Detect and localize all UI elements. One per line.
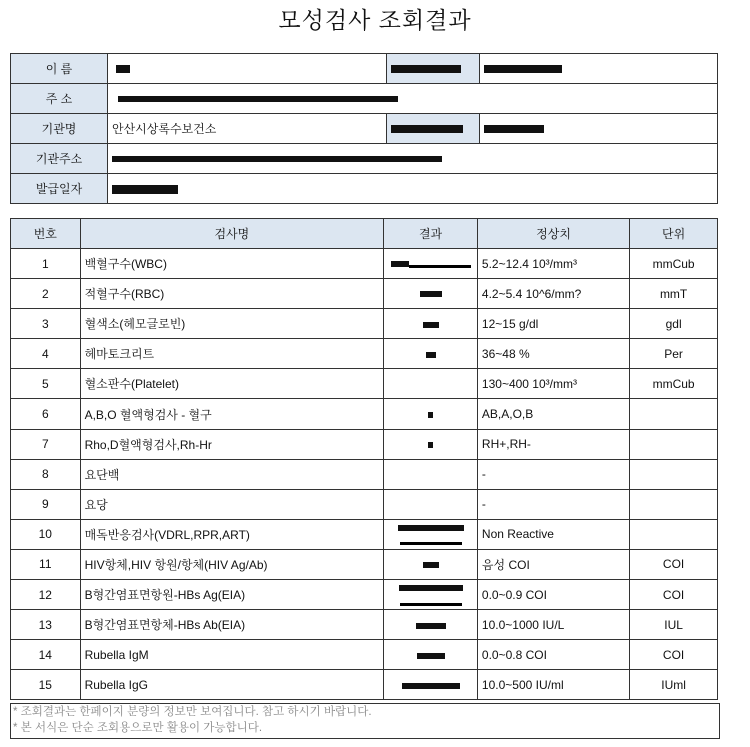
table-row: [11, 249, 718, 279]
row-number: 11: [11, 549, 81, 579]
table-row: [11, 580, 718, 610]
footer-note-2: * 본 서식은 단순 조회용으로만 활용이 가능합니다.: [13, 722, 263, 734]
info-row-name: [11, 54, 718, 84]
header-result: 결과: [384, 219, 478, 249]
test-result: [384, 580, 478, 610]
row-number: 13: [11, 610, 81, 640]
test-header-row: [11, 219, 718, 249]
test-name: 매독반응검사(VDRL,RPR,ART): [80, 519, 384, 549]
test-name: 요당: [80, 489, 384, 519]
normal-range: 0.0~0.9 COI: [477, 580, 629, 610]
unit: [630, 489, 718, 519]
org-address-label: 기관주소: [11, 144, 108, 174]
unit: Per: [630, 339, 718, 369]
redacted-name: [116, 65, 130, 73]
unit: mmCub: [630, 369, 718, 399]
normal-range: 4.2~5.4 10^6/mm?: [477, 279, 629, 309]
test-name: 요단백: [80, 459, 384, 489]
unit: [630, 399, 718, 429]
org-extra-label: [387, 114, 480, 144]
row-number: 12: [11, 580, 81, 610]
row-number: 3: [11, 309, 81, 339]
issue-date-value: [108, 174, 718, 204]
redacted-result: [423, 322, 439, 328]
row-number: 8: [11, 459, 81, 489]
table-row: [11, 399, 718, 429]
info-row-issue-date: [11, 174, 718, 204]
test-name: HIV항체,HIV 항원/항체(HIV Ag/Ab): [80, 549, 384, 579]
unit: IUml: [630, 670, 718, 700]
test-result: [384, 549, 478, 579]
redacted-result: [417, 653, 445, 659]
row-number: 15: [11, 670, 81, 700]
test-results-table: [10, 218, 718, 700]
redacted-result: [423, 562, 439, 568]
test-name: B형간염표면항원-HBs Ag(EIA): [80, 580, 384, 610]
normal-range: 130~400 10³/mm³: [477, 369, 629, 399]
unit: [630, 459, 718, 489]
unit: mmCub: [630, 249, 718, 279]
redacted-label: [391, 65, 461, 73]
header-test-name: 검사명: [80, 219, 384, 249]
test-name: B형간염표면항체-HBs Ab(EIA): [80, 610, 384, 640]
info-row-org: [11, 114, 718, 144]
normal-range: -: [477, 459, 629, 489]
redacted-date: [112, 185, 178, 194]
address-value: [108, 84, 718, 114]
redacted-result: [428, 442, 433, 448]
table-row: [11, 279, 718, 309]
row-number: 1: [11, 249, 81, 279]
test-name: 혈색소(헤모글로빈): [80, 309, 384, 339]
name-value: [108, 54, 387, 84]
normal-range: 음성 COI: [477, 549, 629, 579]
normal-range: 5.2~12.4 10³/mm³: [477, 249, 629, 279]
org-address-value: [108, 144, 718, 174]
test-name: Rubella IgM: [80, 640, 384, 670]
redacted-phone: [484, 125, 544, 133]
test-result: [384, 339, 478, 369]
info-row-address: [11, 84, 718, 114]
row-number: 6: [11, 399, 81, 429]
table-row: [11, 519, 718, 549]
test-result: [384, 670, 478, 700]
redacted-result: [416, 623, 446, 629]
table-row: [11, 309, 718, 339]
table-row: [11, 339, 718, 369]
redacted-address: [118, 96, 398, 102]
test-name: Rubella IgG: [80, 670, 384, 700]
test-result: [384, 369, 478, 399]
unit: [630, 429, 718, 459]
result-underline: [400, 603, 462, 606]
test-result: [384, 640, 478, 670]
name-extra-value: [480, 54, 718, 84]
footer-notes: [10, 703, 720, 739]
address-label: 주 소: [11, 84, 108, 114]
test-name: 헤마토크리트: [80, 339, 384, 369]
normal-range: RH+,RH-: [477, 429, 629, 459]
result-underline: [400, 542, 462, 545]
normal-range: 10.0~500 IU/ml: [477, 670, 629, 700]
test-result: [384, 249, 478, 279]
org-label: 기관명: [11, 114, 108, 144]
redacted-value: [484, 65, 562, 73]
row-number: 5: [11, 369, 81, 399]
header-number: 번호: [11, 219, 81, 249]
test-body: [11, 249, 718, 700]
normal-range: 36~48 %: [477, 339, 629, 369]
redacted-result: [391, 261, 409, 267]
row-number: 9: [11, 489, 81, 519]
row-number: 4: [11, 339, 81, 369]
redacted-org-address: [112, 156, 442, 162]
test-result: [384, 399, 478, 429]
test-result: [384, 519, 478, 549]
unit: IUL: [630, 610, 718, 640]
redacted-result: [402, 683, 460, 689]
footer-note-1: * 조회결과는 한페이지 분량의 정보만 보여집니다. 참고 하시기 바랍니다.: [13, 706, 372, 718]
test-name: 혈소판수(Platelet): [80, 369, 384, 399]
table-row: [11, 640, 718, 670]
org-extra-value: [480, 114, 718, 144]
table-row: [11, 610, 718, 640]
test-name: 백혈구수(WBC): [80, 249, 384, 279]
redacted-result: [420, 291, 442, 297]
test-result: [384, 429, 478, 459]
normal-range: 12~15 g/dl: [477, 309, 629, 339]
redacted-result: [426, 352, 436, 358]
unit: COI: [630, 580, 718, 610]
unit: gdl: [630, 309, 718, 339]
info-row-org-address: [11, 144, 718, 174]
test-name: A,B,O 혈액형검사 - 혈구: [80, 399, 384, 429]
result-underline: [409, 265, 471, 268]
test-name: 적혈구수(RBC): [80, 279, 384, 309]
redacted-result: [398, 525, 464, 531]
normal-range: AB,A,O,B: [477, 399, 629, 429]
table-row: [11, 670, 718, 700]
issue-date-label: 발급일자: [11, 174, 108, 204]
normal-range: Non Reactive: [477, 519, 629, 549]
test-name: Rho,D혈액형검사,Rh-Hr: [80, 429, 384, 459]
test-result: [384, 309, 478, 339]
table-row: [11, 489, 718, 519]
redacted-result: [399, 585, 463, 591]
unit: COI: [630, 640, 718, 670]
test-result: [384, 489, 478, 519]
row-number: 14: [11, 640, 81, 670]
row-number: 7: [11, 429, 81, 459]
table-row: [11, 459, 718, 489]
table-row: [11, 369, 718, 399]
redacted-result: [428, 412, 433, 418]
header-normal-range: 정상치: [477, 219, 629, 249]
normal-range: 10.0~1000 IU/L: [477, 610, 629, 640]
normal-range: 0.0~0.8 COI: [477, 640, 629, 670]
test-result: [384, 279, 478, 309]
unit: COI: [630, 549, 718, 579]
unit: [630, 519, 718, 549]
name-extra-label: [387, 54, 480, 84]
table-row: [11, 549, 718, 579]
table-row: [11, 429, 718, 459]
normal-range: -: [477, 489, 629, 519]
row-number: 10: [11, 519, 81, 549]
info-table: [10, 53, 718, 204]
org-value: 안산시상록수보건소: [108, 114, 387, 144]
unit: mmT: [630, 279, 718, 309]
redacted-label-2: [391, 125, 463, 133]
name-label: 이 름: [11, 54, 108, 84]
test-result: [384, 610, 478, 640]
test-result: [384, 459, 478, 489]
page-title: 모성검사 조회결과: [278, 7, 472, 33]
header-unit: 단위: [630, 219, 718, 249]
row-number: 2: [11, 279, 81, 309]
